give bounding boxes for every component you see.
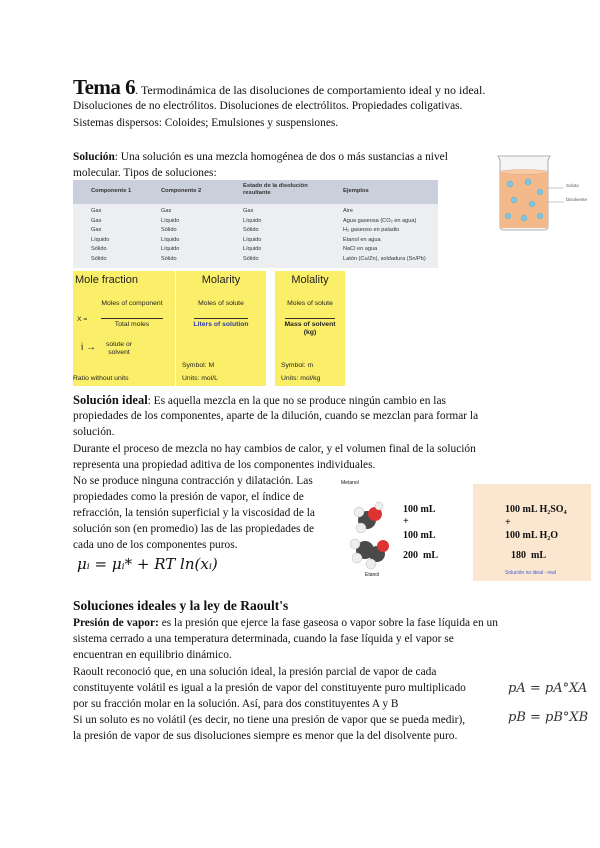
table-cell: Gas (91, 208, 102, 214)
molarity-box (176, 271, 266, 386)
raoult-heading: Soluciones ideales y la ley de Raoult's (73, 598, 289, 613)
methanol-molecule-icon (354, 502, 383, 533)
molality-box (275, 271, 345, 386)
left-total-volume: 200 mL (403, 550, 438, 561)
right-plus: + (505, 517, 511, 528)
molality-denominator: Mass of solvent (kg) (284, 321, 336, 336)
molarity-symbol: Symbol: M (182, 362, 215, 369)
raoult-line-7: Si un soluto es no volátil (es decir, no tiene una presión de vapor que se pueda medir), (73, 714, 466, 726)
methanol-label: Metanol (341, 480, 359, 486)
mole-fraction-denominator: Total moles (114, 321, 150, 328)
raoult-line-2: sistema cerrado a una temperatura determinada, cuando la fase líquida y el vapor se (73, 633, 454, 645)
mole-fraction-numerator: Moles of component (101, 300, 163, 307)
molality-title: Molality (291, 274, 329, 286)
ideal-label: Solución ideal (73, 393, 148, 407)
molarity-units: Units: mol/L (182, 375, 218, 382)
table-header-cell: Estado de la disolución resultante (243, 183, 308, 196)
table-cell: Sólido (91, 246, 107, 253)
volume-comparison-image (335, 480, 591, 581)
title-number: Tema 6 (73, 75, 136, 99)
fraction-bar (285, 318, 335, 319)
solucion-line-1 (73, 149, 448, 165)
raoult-line-8: la presión de vapor de sus disoluciones siempre es menor que la del disolvente puro. (73, 730, 458, 742)
molality-symbol: Symbol: m (281, 362, 314, 369)
mole-fraction-x: X = (77, 316, 88, 323)
ethanol-molecule-icon (350, 539, 389, 569)
ideal-line-8: refracción, la tensión superficial y la viscosidad de la (73, 507, 315, 519)
table-cell: Líquido (91, 236, 110, 243)
ideal-line-5: representa una propiedad aditiva de los componentes individuales. (73, 459, 376, 471)
table-cell: Líquido (243, 236, 262, 243)
table-cell: Sólido (243, 227, 259, 234)
table-cell: Agua gaseosa (CO₂ en agua) (343, 217, 417, 224)
solucion-label: Solución (73, 151, 115, 163)
raoult-line-5: constituyente volátil es igual a la presión de vapor del constituyente puro multiplicado (73, 682, 466, 694)
ideal-line-1 (73, 392, 446, 409)
page-title (73, 75, 485, 100)
mole-fraction-i-desc: solute or solvent (105, 341, 133, 356)
table-cell: Latón (Cu/Zn), soldadura (Sn/Pb) (343, 256, 426, 262)
right-volume-1: 100 mL H₂SO₄ (505, 504, 567, 515)
table-cell: Líquido (243, 246, 262, 253)
fraction-bar (194, 318, 248, 319)
table-cell: NaCl en agua (343, 246, 378, 253)
table-cell: H₂ gaseoso en paladio (343, 227, 400, 234)
table-cell: Líquido (161, 246, 180, 253)
mole-fraction-title: Mole fraction (75, 274, 138, 286)
table-cell: Líquido (161, 217, 180, 224)
table-cell: Aire (343, 208, 353, 214)
raoult-equation-a: pA = pA°XA (508, 681, 588, 696)
mole-fraction-i: i → (81, 342, 96, 353)
table-cell: Líquido (243, 217, 262, 224)
ideal-line-3: solución. (73, 426, 115, 438)
molarity-title: Molarity (201, 274, 241, 286)
header-line-3: Sistemas dispersos: Coloides; Emulsiones y suspensiones. (73, 117, 339, 129)
table-cell: Líquido (161, 236, 180, 243)
raoult-line-1 (73, 615, 498, 631)
title-subject: . Termodinámica de las disoluciones de comportamiento ideal y no ideal. (135, 83, 486, 97)
solution-types-table (73, 180, 438, 268)
raoult-line-6: por su fracción molar en la solución. Así, para dos constituyentes A y B (73, 698, 399, 710)
molarity-numerator: Moles of solute (198, 300, 244, 307)
table-cell: Sólido (161, 256, 177, 262)
vapor-pressure-label: Presión de vapor: (73, 617, 159, 629)
ideal-line-10: cada uno de los componentes puros. (73, 539, 238, 551)
raoult-line-4: Raoult reconoció que, en una solución ideal, la presión parcial de vapor de cada (73, 666, 437, 678)
table-cell: Gas (243, 208, 254, 214)
raoult-line-3: encuentran en equilibrio dinámico. (73, 649, 232, 661)
table-cell: Sólido (91, 256, 107, 262)
ideal-text-1: : Es aquella mezcla en la que no se produce ningún cambio en las (147, 395, 446, 407)
beaker-icon (492, 152, 592, 232)
beaker-label-solute: Soluto (566, 183, 579, 188)
molality-units: Units: mol/kg (281, 375, 321, 382)
left-volume-2: 100 mL (403, 530, 436, 541)
table-cell: Sólido (161, 227, 177, 234)
table-header-cell: Ejemplos (343, 188, 369, 194)
solucion-text-1: : Una solución es una mezcla homogénea de dos o más sustancias a nivel (114, 151, 448, 163)
left-volume-1: 100 mL (403, 504, 436, 515)
right-total-volume: 180 mL (511, 550, 546, 561)
raoult-equation-b: pB = pB°XB (508, 710, 589, 725)
table-cell: Sólido (243, 256, 259, 262)
ethanol-label: Etanol (365, 572, 380, 578)
fraction-bar (101, 318, 163, 319)
table-cell: Gas (161, 208, 172, 214)
ideal-line-6: No se produce ninguna contracción y dilatación. Las (73, 475, 313, 487)
mole-fraction-footer: Ratio without units (73, 375, 129, 382)
mole-fraction-box (73, 271, 175, 386)
solucion-line-2: molecular. Tipos de soluciones: (73, 167, 217, 179)
ideal-line-2: propiedades de los componentes, aparte de la dilución, cuando se mezclan para formar la (73, 410, 479, 422)
table-cell: Gas (91, 217, 102, 224)
non-ideal-caption: Solución no ideal - real (505, 570, 556, 576)
right-volume-2: 100 mL H₂O (505, 530, 559, 541)
table-cell: Gas (91, 227, 102, 234)
beaker-illustration (492, 152, 592, 232)
table-header-cell: Componente 2 (161, 188, 202, 194)
beaker-label-solvent: Disolvente (566, 197, 588, 202)
chemical-potential-equation: μᵢ = μᵢ* + RT ln(xᵢ) (77, 555, 218, 573)
ideal-line-9: solución son (en promedio) las de las propiedades de (73, 523, 315, 535)
header-line-2: Disoluciones de no electrólitos. Disoluciones de electrólitos. Propiedades coligativas. (73, 100, 463, 112)
vapor-pressure-text-1: es la presión que ejerce la fase gaseosa o vapor sobre la fase líquida en un (158, 617, 498, 629)
left-plus: + (403, 516, 409, 527)
molarity-denominator: Liters of solution (193, 321, 249, 328)
ideal-line-7: propiedades como la presión de vapor, el índice de (73, 491, 304, 503)
table-cell: Etanol en agua (343, 236, 381, 243)
table-header-cell: Componente 1 (91, 188, 132, 194)
ideal-line-4: Durante el proceso de mezcla no hay cambios de calor, y el volumen final de la solución (73, 443, 476, 455)
molality-numerator: Moles of solute (287, 300, 333, 307)
